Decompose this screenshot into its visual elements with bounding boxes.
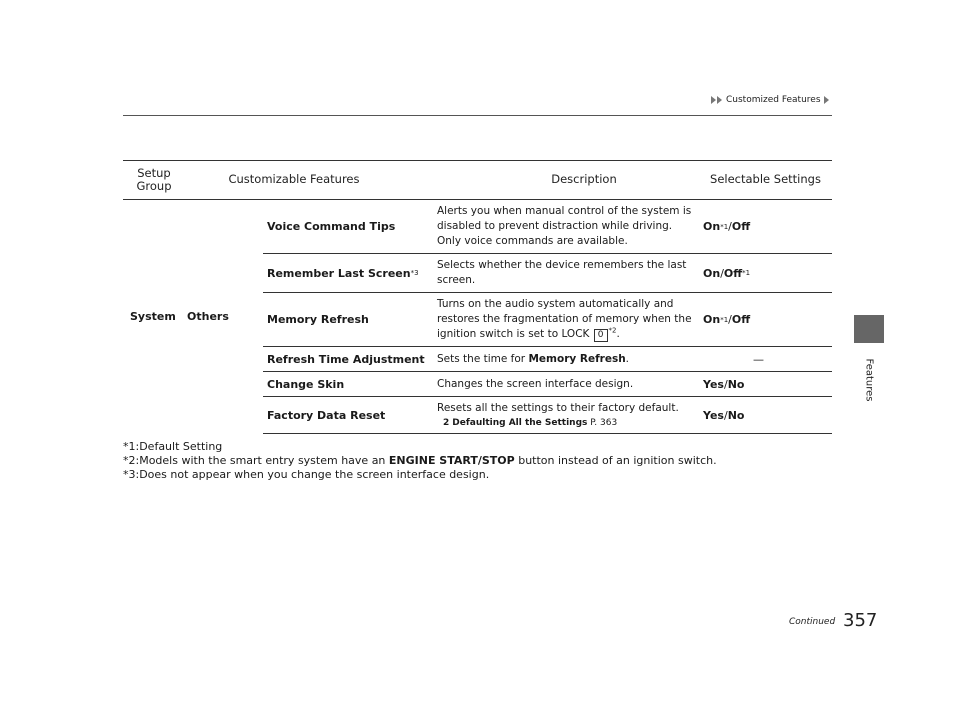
feature-settings: Yes / No [703,408,745,422]
customizable-features-table [123,160,832,434]
feature-description: Turns on the audio system automatically and restores the fragmentation of memory when the ignition switch is set to LOCK 0 $^{*2}$. [437,298,692,340]
arrow-right-icon [711,96,716,104]
chapter-tab-label [855,350,883,410]
header-customizable-features: Customizable Features [228,172,360,187]
table-row [263,397,832,434]
table-row [263,293,832,347]
feature-name: Memory Refresh [267,313,369,326]
chapter-tab-marker [854,315,884,343]
lock-position-key-icon: 0 [594,329,608,342]
table-row [263,347,832,372]
group-label-system: System [130,310,176,323]
header-selectable-settings: Selectable Settings [710,172,821,187]
table-header [123,160,832,200]
header-setup-group: Setup Group [136,165,172,193]
footnote-2: *2:Models with the smart entry system have an ENGINE START/STOP button instead of an ignition switch. [123,454,717,467]
feature-description: Sets the time for Memory Refresh. [437,352,630,365]
feature-settings: On *1 / Off [703,220,751,233]
feature-name: Factory Data Reset [267,408,386,422]
arrow-right-icon [824,96,829,104]
table-row [263,254,832,293]
footnote-3: *3:Does not appear when you change the screen interface design. [123,468,490,481]
page-number: 357 [843,610,878,631]
breadcrumb-label: Customized Features [726,95,821,105]
feature-name: Change Skin [267,377,345,391]
group-label-others: Others [187,310,229,323]
table-row [263,372,832,397]
table-body [123,200,832,434]
reference-arrow-icon: 2 [443,417,450,428]
feature-description: Resets all the settings to their factory default. 2 Defaulting All the Settings P. 363 [437,397,697,433]
header-description: Description [551,172,617,187]
chapter-tab-text: Features [863,358,875,402]
cross-reference-link[interactable]: 2 Defaulting All the Settings P. 363 [443,417,618,428]
header-rule [123,115,832,116]
feature-settings: — [753,352,764,366]
continued-label: Continued [789,617,836,627]
feature-name: Voice Command Tips [267,220,396,233]
feature-settings: On *1 / Off [703,313,751,326]
arrow-right-icon [717,96,722,104]
feature-settings: Yes / No [703,377,745,391]
table-row [263,200,832,254]
feature-name: Refresh Time Adjustment [267,352,425,366]
feature-settings: On / Off *1 [703,266,751,280]
breadcrumb [711,95,830,105]
footnote-1: *1:Default Setting [123,440,223,453]
feature-name: Remember Last Screen *3 [267,266,419,280]
feature-description: Changes the screen interface design. [437,377,634,390]
feature-description: Alerts you when manual control of the system is disabled to prevent distraction while driving. Only voice commands are available. [437,205,692,247]
footnotes [123,440,717,482]
feature-description: Selects whether the device remembers the last screen. [437,259,687,286]
